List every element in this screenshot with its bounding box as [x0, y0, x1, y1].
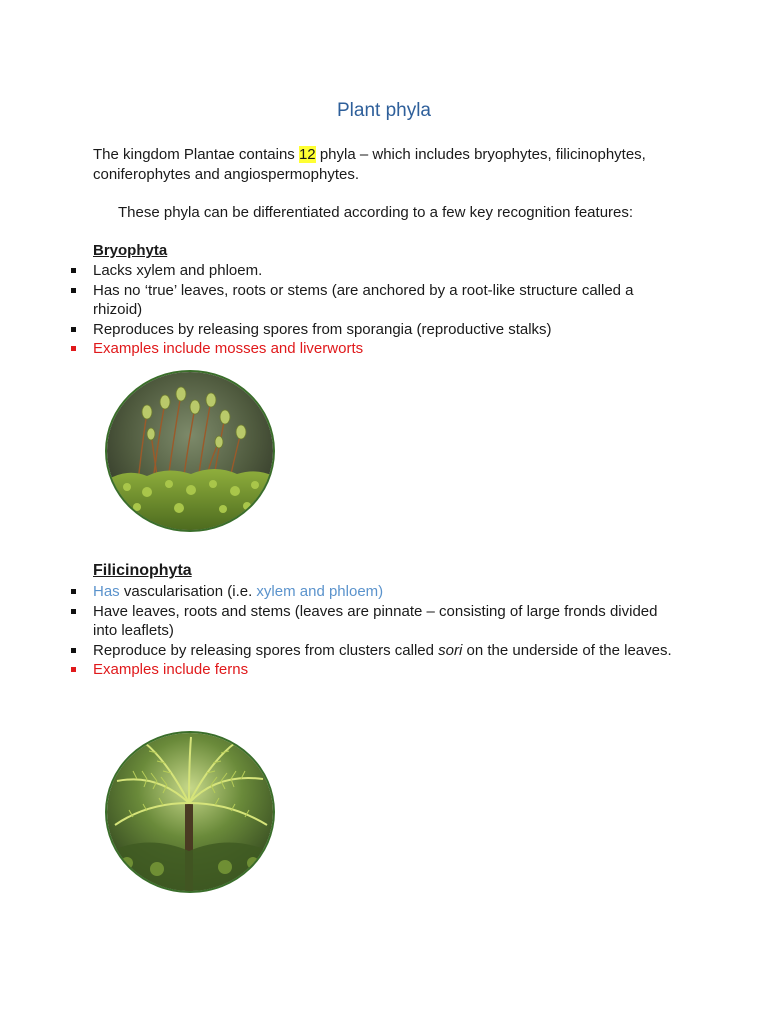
- bullet-marker: [71, 667, 76, 672]
- list-item: Lacks xylem and phloem.: [0, 261, 680, 281]
- example-list-item: Examples include mosses and liverworts: [0, 339, 680, 359]
- moss-illustration: [107, 372, 273, 530]
- page-title: Plant phyla: [336, 100, 431, 121]
- intro-text-before: The kingdom Plantae contains: [93, 146, 299, 163]
- list-item: Has vascularisation (i.e. xylem and phloem): [0, 582, 680, 602]
- list-item: Reproduces by releasing spores from sporangia (reproductive stalks): [0, 320, 680, 340]
- fern-photo: [105, 731, 275, 893]
- example-list-item: Examples include ferns: [0, 660, 680, 680]
- list-item: Has no ‘true’ leaves, roots or stems (are anchored by a root-like structure called a rhizoid): [0, 281, 680, 320]
- bullet-marker: [71, 268, 76, 273]
- highlighted-number: 12: [298, 146, 316, 163]
- bullet-marker: [71, 346, 76, 351]
- moss-photo: [105, 370, 275, 532]
- bullet-marker: [71, 609, 76, 614]
- list-item: Have leaves, roots and stems (leaves are pinnate – consisting of large fronds divided into leaflets): [0, 602, 680, 641]
- bullet-marker: [71, 288, 76, 293]
- subintro-paragraph: These phyla can be differentiated according to a few key recognition features:: [118, 204, 634, 221]
- list-item: Reproduce by releasing spores from clusters called sori on the underside of the leaves.: [0, 641, 680, 661]
- intro-paragraph: [93, 145, 683, 184]
- bullet-marker: [71, 327, 76, 332]
- bryophyta-heading: Bryophyta: [93, 242, 168, 259]
- filicinophyta-list: [0, 582, 680, 680]
- bullet-marker: [71, 648, 76, 653]
- intro-text-after: phyla – which includes bryophytes, filicinophytes, coniferophytes and angiospermophytes.: [93, 146, 646, 183]
- fern-illustration: [107, 733, 273, 891]
- bryophyta-list: [0, 261, 680, 359]
- bullet-marker: [71, 589, 76, 594]
- filicinophyta-heading: Filicinophyta: [93, 562, 192, 579]
